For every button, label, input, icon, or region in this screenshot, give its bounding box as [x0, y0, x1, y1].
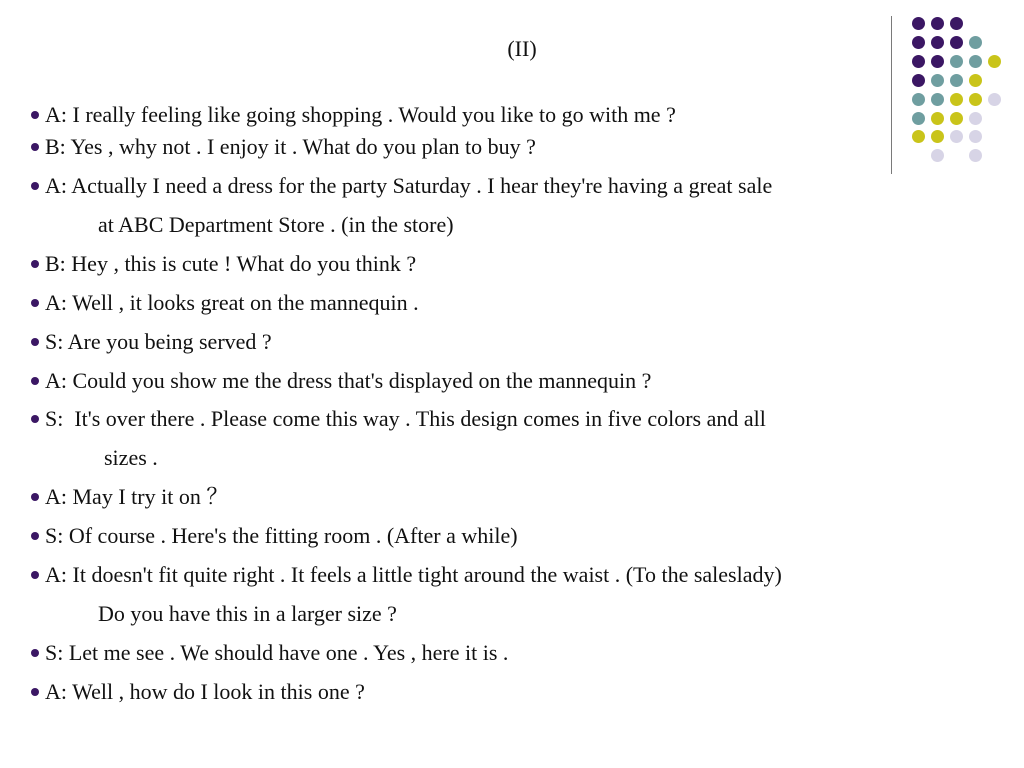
decor-dot	[912, 17, 925, 30]
decor-dot	[912, 112, 925, 125]
decor-dot	[950, 55, 963, 68]
dialogue-text: at ABC Department Store . (in the store)	[98, 212, 454, 237]
bullet-icon	[31, 111, 39, 119]
dialogue-line	[31, 523, 518, 549]
decor-dot	[950, 112, 963, 125]
decor-dot	[969, 74, 982, 87]
bullet-icon	[31, 377, 39, 385]
dialogue-text: S: Are you being served ?	[45, 329, 272, 354]
dialogue-line	[31, 368, 651, 394]
decor-dot	[912, 36, 925, 49]
dialogue-line	[31, 562, 782, 588]
decor-dot	[950, 93, 963, 106]
decor-dot	[950, 36, 963, 49]
decor-dot	[912, 55, 925, 68]
decor-dot	[931, 17, 944, 30]
decor-dot	[912, 93, 925, 106]
dialogue-line	[31, 102, 676, 128]
decor-dot	[931, 36, 944, 49]
dialogue-text: S: It's over there . Please come this way . This design comes in five colors and all	[45, 406, 766, 431]
dialogue-text: A: May I try it on ？	[45, 484, 229, 509]
dialogue-line	[31, 290, 419, 316]
dialogue-line	[31, 134, 536, 160]
dialogue-line	[31, 251, 416, 277]
decor-dot	[969, 36, 982, 49]
bullet-icon	[31, 299, 39, 307]
decor-dot	[931, 112, 944, 125]
dialogue-continuation	[98, 212, 454, 238]
dialogue-text: Do you have this in a larger size ?	[98, 601, 397, 626]
bullet-icon	[31, 688, 39, 696]
bullet-icon	[31, 182, 39, 190]
decor-dot	[969, 112, 982, 125]
dialogue-text: A: I really feeling like going shopping . Would you like to go with me ?	[45, 102, 676, 127]
dialogue-continuation	[98, 601, 397, 627]
bullet-icon	[31, 493, 39, 501]
dialogue-text: B: Yes , why not . I enjoy it . What do you plan to buy ?	[45, 134, 536, 159]
bullet-icon	[31, 143, 39, 151]
decor-dot	[950, 130, 963, 143]
dialogue-text: B: Hey , this is cute ! What do you think ?	[45, 251, 417, 276]
decor-dot	[912, 130, 925, 143]
dialogue-line	[31, 640, 508, 666]
dialogue-text: S: Let me see . We should have one . Yes , here it is .	[45, 640, 509, 665]
dialogue-text: A: It doesn't fit quite right . It feels a little tight around the waist . (To the saleslady)	[45, 562, 782, 587]
dialogue-line	[31, 406, 766, 432]
decor-dot	[969, 55, 982, 68]
bullet-icon	[31, 415, 39, 423]
dialogue-text: sizes .	[104, 445, 158, 470]
dialogue-text: A: Actually I need a dress for the party Saturday . I hear they're having a great sale	[45, 173, 773, 198]
decor-dot	[931, 149, 944, 162]
dialogue-line	[31, 329, 272, 355]
bullet-icon	[31, 532, 39, 540]
decor-dot	[912, 74, 925, 87]
dialogue-text: S: Of course . Here's the fitting room . (After a while)	[45, 523, 518, 548]
decor-dot	[969, 149, 982, 162]
decor-dot	[950, 74, 963, 87]
bullet-icon	[31, 338, 39, 346]
bullet-icon	[31, 649, 39, 657]
bullet-icon	[31, 260, 39, 268]
decor-dot	[931, 130, 944, 143]
decor-dot	[950, 17, 963, 30]
decor-dot	[931, 55, 944, 68]
dialogue-text: A: Could you show me the dress that's displayed on the mannequin ?	[45, 368, 652, 393]
decor-dot	[969, 93, 982, 106]
decor-dot	[988, 93, 1001, 106]
decor-dot	[969, 130, 982, 143]
dialogue-continuation	[104, 445, 158, 471]
dialogue-text: A: Well , it looks great on the mannequin .	[45, 290, 419, 315]
decor-dot	[988, 55, 1001, 68]
decor-dot	[931, 93, 944, 106]
dialogue-line	[31, 679, 365, 705]
slide-title: (II)	[507, 36, 537, 61]
bullet-icon	[31, 571, 39, 579]
decor-dot	[931, 74, 944, 87]
dialogue-text: A: Well , how do I look in this one ?	[45, 679, 365, 704]
dialogue-line	[31, 173, 772, 199]
dialogue-line	[31, 484, 228, 510]
